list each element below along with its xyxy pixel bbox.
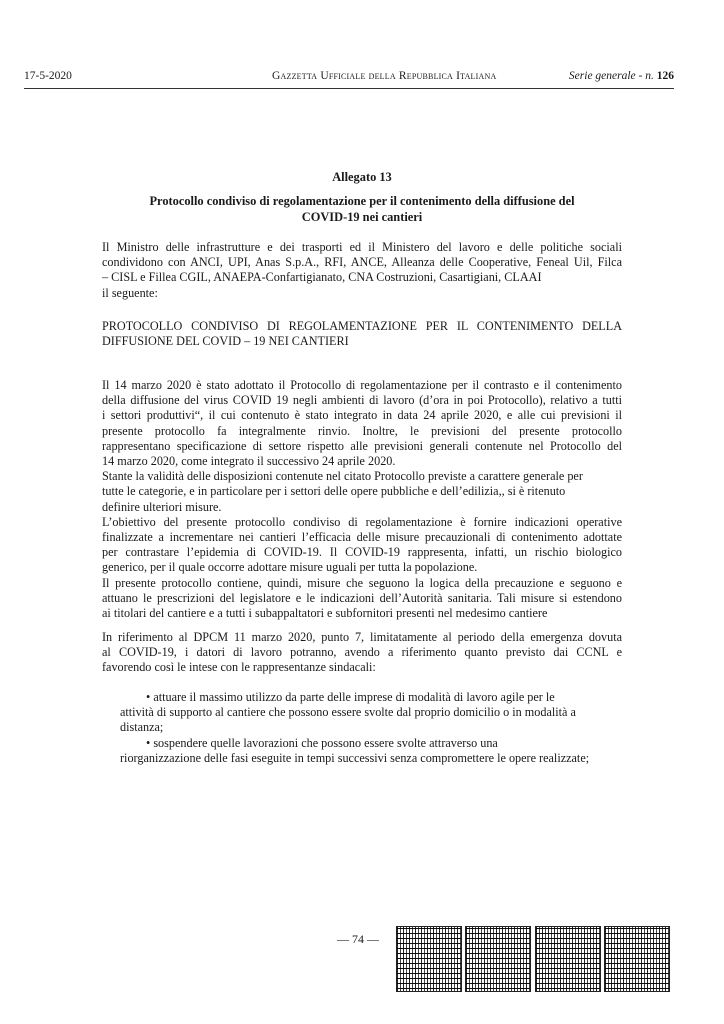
text-line: 14 marzo 2020, come integrato il successivo 24 aprile 2020. [102,454,396,469]
text-line: Il Ministro delle infrastrutture e dei trasporti ed il Ministero del lavoro e delle politiche sociali [102,240,622,254]
page-header [24,70,674,86]
text-line: della diffusione del virus COVID 19 negli ambienti di lavoro (d’ora in poi Protocollo), relativo a tutti [102,393,622,408]
series-number: 126 [656,70,674,82]
text-line: – CISL e Fillea CGIL, ANAEPA-Confartigianato, CNA Costruzioni, Casartigiani, CLAAI [102,270,542,285]
gazette-title: Gazzetta Ufficiale della Repubblica Italiana [272,70,497,82]
text-line: attività di supporto al cantiere che possono essere svolte dal proprio domicilio o in modalità a [120,705,576,720]
text-line: attuano le prescrizioni del legislatore e le indicazioni dell’Autorità sanitaria. Tali misure si estendono [102,590,622,605]
text-line: L’obiettivo del presente protocollo condiviso di regolamentazione è fornire indicazioni operative [102,514,622,529]
text-line: ai titolari del cantiere e a tutti i subappaltatori e subfornitori presenti nel medesimo cantiere [102,606,548,621]
text-line: i settori produttivi“, il cui contenuto è stato integrato in data 24 aprile 2020, e alle cui previsioni il [102,408,622,423]
text-line: In riferimento al DPCM 11 marzo 2020, punto 7, limitatamente al periodo della emergenza dovuta [102,630,622,644]
protocol-title [102,319,622,349]
publication-date: 17-5-2020 [24,70,72,82]
text-line: definire ulteriori misure. [102,499,222,514]
list-item [120,736,640,766]
page-footer [0,926,724,996]
text-line: PROTOCOLLO CONDIVISO DI REGOLAMENTAZIONE PER IL CONTENIMENTO DELLA [102,319,622,333]
series-label: Serie generale - n. [568,70,654,82]
series-info [569,70,674,82]
security-code-image [535,926,601,992]
security-code-image [465,926,531,992]
text-line: Stante la validità delle disposizioni contenute nel citato Protocollo previste a carattere generale per [102,469,583,484]
annex-title: Allegato 13 [332,170,392,184]
bullet-list [120,690,640,766]
text-line: Il presente protocollo contiene, quindi, misure che seguono la logica della precauzione e seguono e [102,575,622,590]
text-line: tutte le categorie, e in particolare per i settori delle opere pubbliche e dell’edilizia,, si è ritenuto [102,484,566,499]
document-title-line-2: COVID-19 nei cantieri [301,210,423,224]
text-line: riorganizzazione delle fasi eseguite in tempi successivi senza compromettere le opere realizzate; [120,750,590,765]
list-item [120,690,640,736]
header-divider [24,88,674,89]
security-code-image [604,926,670,992]
text-line: finalizzate a incrementare nei cantieri l’efficacia delle misure precauzionali di contenimento adottate [102,530,622,545]
intro-paragraph [102,240,622,301]
body-paragraph [102,378,622,621]
document-title-line-1: Protocollo condiviso di regolamentazione per il contenimento della diffusione del [149,194,575,208]
page-number: — 74 — [337,932,379,946]
text-line: rappresentano specificazione di settore rispetto alle previsioni generali contenute nel Protocollo del [102,438,622,453]
text-line: il seguente: [102,285,158,300]
text-line: • attuare il massimo utilizzo da parte delle imprese di modalità di lavoro agile per le [146,690,555,704]
text-line: • sospendere quelle lavorazioni che possono essere svolte attraverso una [146,735,498,750]
text-line: distanza; [120,720,164,735]
text-line: condividono con ANCI, UPI, Anas S.p.A., RFI, ANCE, Alleanza delle Cooperative, Feneal Uil, Filca [102,255,622,270]
text-line: DIFFUSIONE DEL COVID – 19 NEI CANTIERI [102,334,349,349]
text-line: favorendo così le intese con le rappresentanze sindacali: [102,660,376,675]
text-line: presente protocollo fa integralmente rinvio. Inoltre, le previsioni del presente protocollo [102,423,622,438]
text-line: per contrastare l’epidemia di COVID-19. Il COVID-19 rappresenta, infatti, un rischio biologico [102,545,622,560]
security-code-image [396,926,462,992]
text-line: al COVID-19, i datori di lavoro potranno, avendo a riferimento quanto previsto dai CCNL e [102,645,622,660]
dpcm-paragraph [102,630,622,676]
text-line: generico, per il quale occorre adottare misure uguali per tutta la popolazione. [102,560,478,575]
text-line: Il 14 marzo 2020 è stato adottato il Protocollo di regolamentazione per il contrasto e il contenimento [102,378,622,392]
